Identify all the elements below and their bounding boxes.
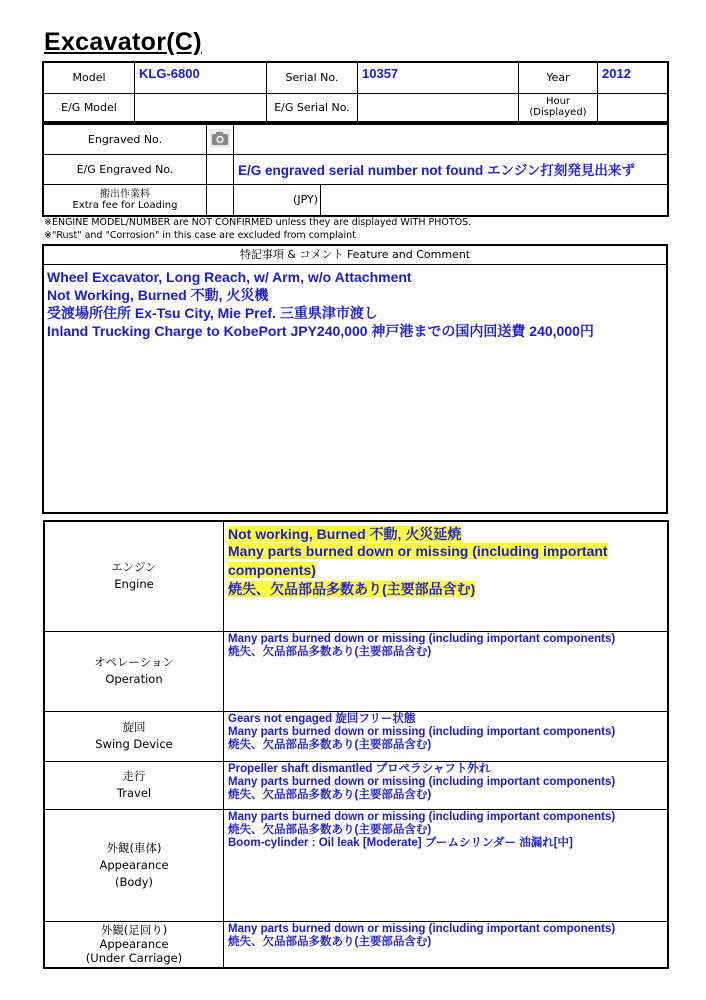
fee-unit: (JPY)	[234, 185, 321, 215]
condition-line: Many parts burned down or missing (including important components)	[228, 632, 616, 645]
eg-model-value	[135, 93, 267, 122]
condition-line: 焼失、欠品部品多数あり(主要部品含む)	[228, 788, 432, 801]
condition-row-engine	[44, 521, 668, 631]
condition-label-en: Swing Device	[95, 737, 173, 751]
feature-body	[44, 265, 666, 343]
model-value: KLG-6800	[135, 62, 267, 93]
condition-row-body	[44, 809, 668, 921]
condition-label	[44, 711, 224, 761]
condition-label	[44, 631, 224, 711]
condition-line: 焼失、欠品部品多数あり(主要部品含む)	[228, 738, 432, 751]
fee-cell	[234, 184, 669, 216]
year-value: 2012	[598, 62, 669, 93]
condition-row-swing	[44, 711, 668, 761]
engraved-value	[234, 124, 669, 154]
condition-row-travel	[44, 761, 668, 809]
hour-label-cell	[519, 93, 598, 122]
serial-label: Serial No.	[267, 62, 358, 93]
condition-row-operation	[44, 631, 668, 711]
rust-note: ※"Rust" and "Corrosion" in this case are excluded from complaint	[44, 230, 356, 241]
hour-sublabel: (Displayed)	[529, 107, 587, 119]
condition-line: Many parts burned down or missing (including important components)	[228, 543, 608, 578]
hour-label: Hour	[545, 96, 571, 108]
camera-icon	[210, 129, 230, 147]
condition-label-en: Appearance	[99, 857, 169, 872]
serial-value: 10357	[358, 62, 519, 93]
eg-serial-label: E/G Serial No.	[267, 93, 358, 122]
condition-line: 焼失、欠品部品多数あり(主要部品含む)	[228, 823, 432, 836]
camera-cell	[207, 124, 234, 154]
info-table	[42, 61, 669, 123]
feature-line: Not Working, Burned 不動, 火災機	[47, 287, 269, 303]
feature-header: 特記事項 & コメント Feature and Comment	[44, 246, 666, 265]
engraved-table	[42, 123, 669, 217]
condition-line: Not working, Burned 不動, 火災延焼	[228, 526, 462, 542]
engraved-label: Engraved No.	[43, 124, 207, 154]
condition-table	[43, 520, 669, 969]
condition-line: Many parts burned down or missing (including important components)	[228, 775, 616, 788]
feature-line: Inland Trucking Charge to KobePort JPY240,000 神戸港までの国内回送費 240,000円	[47, 323, 594, 339]
condition-label-jp: エンジン	[111, 560, 157, 575]
condition-label	[44, 921, 224, 968]
condition-line: Many parts burned down or missing (including important components)	[228, 725, 616, 738]
engine-note: ※ENGINE MODEL/NUMBER are NOT CONFIRMED unless they are displayed WITH PHOTOS.	[44, 217, 472, 228]
condition-label-jp: 走行	[122, 769, 146, 783]
page-title: Excavator(C)	[44, 28, 202, 56]
condition-label-jp: 旋回	[122, 720, 146, 734]
condition-line: 焼失、欠品部品多数あり(主要部品含む)	[228, 935, 432, 948]
fee-spacer	[207, 184, 234, 216]
eg-engraved-spacer	[207, 154, 234, 184]
condition-line: 焼失、欠品部品多数あり(主要部品含む)	[228, 645, 432, 658]
condition-line: Many parts burned down or missing (including important components)	[228, 922, 616, 935]
condition-label-jp: 外観(車体)	[106, 840, 162, 855]
condition-label-jp: 外観(足回り)	[100, 923, 168, 938]
fee-label: 搬出作業料	[100, 188, 150, 200]
condition-label-en: Engine	[114, 577, 154, 592]
eg-serial-value	[358, 93, 519, 122]
year-label: Year	[519, 62, 598, 93]
condition-label-en: Operation	[105, 672, 163, 686]
condition-label-jp: オペレーション	[93, 655, 175, 669]
hour-value	[598, 93, 669, 122]
condition-details	[224, 521, 669, 631]
condition-label-en: Travel	[116, 786, 152, 800]
condition-label-en: Appearance	[99, 937, 169, 952]
condition-details	[224, 711, 669, 761]
condition-label	[44, 761, 224, 809]
condition-line: Gears not engaged 旋回フリー状態	[228, 712, 416, 725]
feature-section	[42, 244, 668, 514]
eg-model-label: E/G Model	[43, 93, 135, 122]
condition-label-en-sub: (Under Carriage)	[85, 951, 183, 966]
condition-line: 焼失、欠品部品多数あり(主要部品含む)	[228, 581, 476, 597]
model-label: Model	[43, 62, 135, 93]
condition-label	[44, 521, 224, 631]
condition-label	[44, 809, 224, 921]
condition-label-en-sub: (Body)	[114, 874, 153, 889]
condition-line: Propeller shaft dismantled プロペラシャフト外れ	[228, 762, 491, 775]
feature-line: 受渡場所住所 Ex-Tsu City, Mie Pref. 三重県津市渡し	[47, 305, 378, 321]
condition-details	[224, 631, 669, 711]
condition-line: Boom-cylinder : Oil leak [Moderate] ブームシリンダー 油漏れ[中]	[228, 836, 573, 849]
condition-row-undercarriage	[44, 921, 668, 968]
fee-sublabel: Extra fee for Loading	[72, 199, 178, 211]
condition-details	[224, 921, 669, 968]
feature-line: Wheel Excavator, Long Reach, w/ Arm, w/o Attachment	[47, 269, 412, 285]
condition-details	[224, 809, 669, 921]
condition-details	[224, 761, 669, 809]
eg-engraved-label: E/G Engraved No.	[43, 154, 207, 184]
eg-engraved-value: E/G engraved serial number not found エンジン打刻発見出来ず	[234, 154, 669, 184]
fee-value	[321, 185, 668, 215]
fee-label-cell	[43, 184, 207, 216]
condition-line: Many parts burned down or missing (including important components)	[228, 810, 616, 823]
